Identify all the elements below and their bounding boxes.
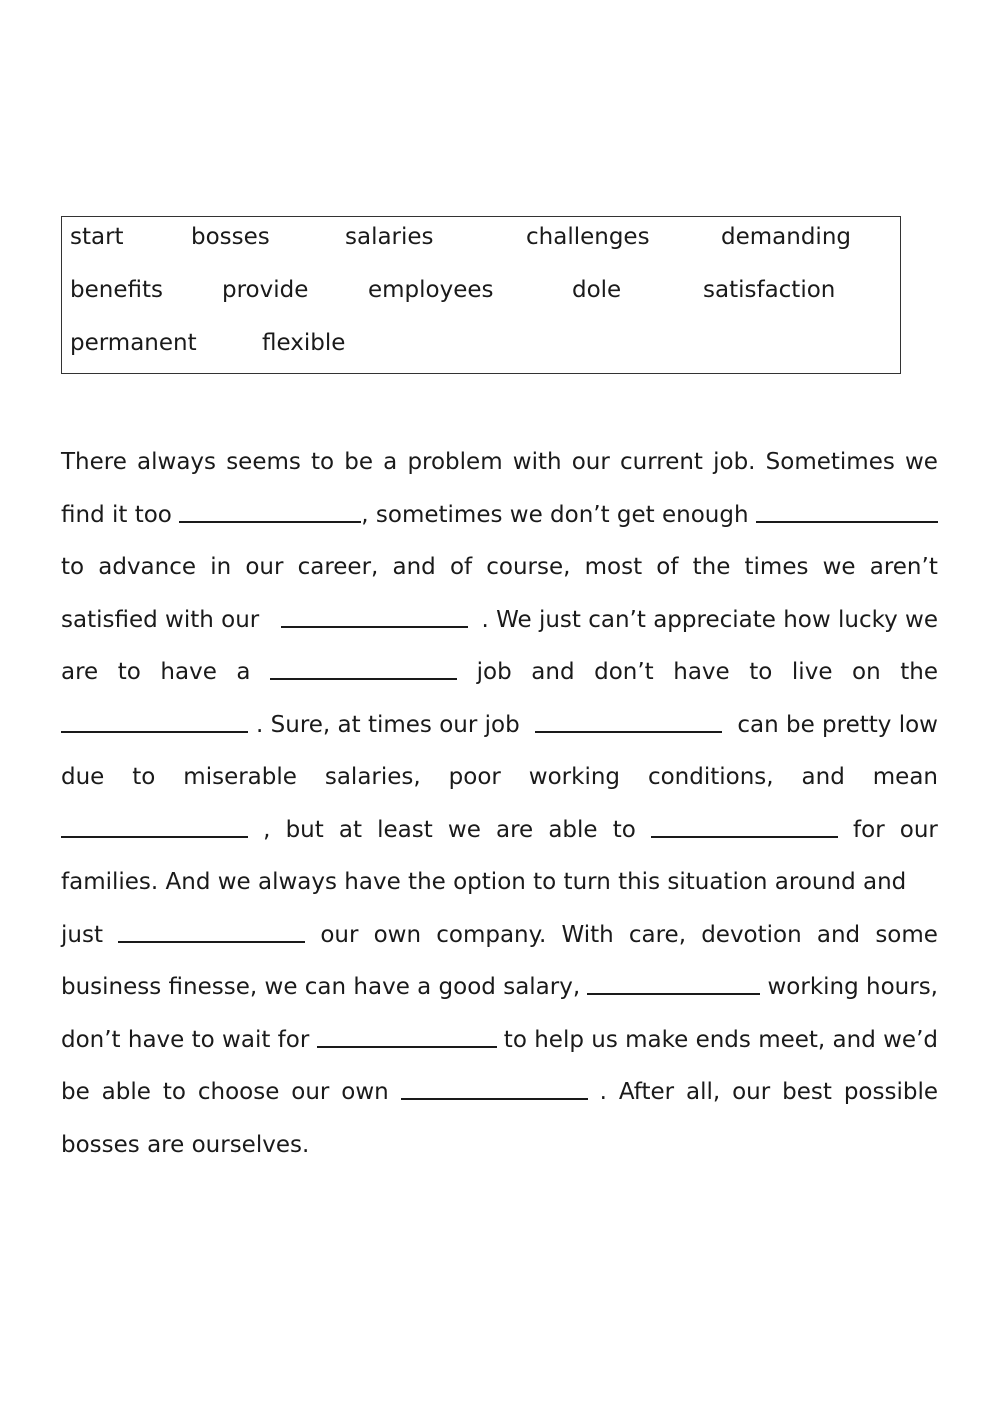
passage-text-segment: always <box>137 449 217 475</box>
answer-blank[interactable] <box>401 1076 588 1100</box>
passage-text-segment: to <box>117 659 141 685</box>
passage-text-segment: salaries, <box>324 764 421 790</box>
word-bank-item: provide <box>222 277 309 303</box>
passage-text-segment: With <box>561 921 614 948</box>
passage-text-segment: company. <box>436 921 547 948</box>
passage-text-segment: problem <box>407 449 503 475</box>
passage-text-segment: job <box>476 659 512 685</box>
passage-text-segment: poor <box>448 764 501 790</box>
passage-text-segment: live <box>791 659 833 685</box>
answer-blank[interactable] <box>118 919 305 943</box>
passage-text-segment: After <box>618 1079 675 1105</box>
answer-blank[interactable] <box>281 604 468 628</box>
passage-text-segment: to <box>132 764 156 790</box>
passage-text-segment: can be pretty low <box>730 711 938 738</box>
passage-text-segment: the <box>692 554 731 580</box>
passage-text-segment: seems <box>226 449 301 475</box>
passage-text-segment: some <box>875 921 938 948</box>
passage-text-segment: be <box>344 449 374 475</box>
passage-text-segment: and <box>801 764 845 790</box>
passage-text-segment: have <box>673 659 730 685</box>
passage-text-segment: working <box>528 764 621 790</box>
passage-line <box>61 656 938 709</box>
passage-text-segment: our <box>571 449 610 475</box>
passage-text-segment: to <box>612 816 636 843</box>
passage-text-segment: career, <box>297 554 379 580</box>
passage-text-segment: don’t have to wait for <box>61 1026 317 1053</box>
word-bank-item: satisfaction <box>703 277 836 303</box>
answer-blank[interactable] <box>535 709 722 733</box>
passage-line <box>61 866 938 919</box>
passage-text-segment: business finesse, we can have a good salary, <box>61 974 588 1000</box>
passage-text-segment: own <box>373 921 422 948</box>
passage-line <box>61 604 938 657</box>
passage-text-segment: . We just can’t appreciate how lucky we <box>481 606 938 633</box>
word-bank-item: employees <box>368 277 494 303</box>
passage-text-segment: to <box>311 449 335 475</box>
passage-text-segment: are <box>61 659 99 685</box>
passage-text-segment: we <box>447 816 481 843</box>
passage-text-segment: to help us make ends meet, and we’d <box>496 1026 938 1053</box>
word-bank-box <box>61 216 901 374</box>
passage-line <box>61 1129 938 1182</box>
passage-text-segment: job. <box>713 449 756 475</box>
passage-text-segment: , sometimes we don’t get enough <box>361 501 756 528</box>
passage-text-segment: with <box>512 449 562 475</box>
passage-text-segment: our <box>291 1079 330 1105</box>
passage-text-segment: care, <box>628 921 687 948</box>
answer-blank[interactable] <box>270 656 457 680</box>
word-bank-item: challenges <box>526 224 650 250</box>
passage-text-segment: devotion <box>701 921 802 948</box>
passage-text-segment: choose <box>197 1079 280 1105</box>
passage-text-segment: our <box>320 921 359 948</box>
passage-text-segment: and <box>392 554 436 580</box>
passage-text-segment: be <box>61 1079 90 1105</box>
passage-text-segment: we <box>822 554 856 580</box>
passage-text-segment: able <box>548 816 598 843</box>
passage-text-segment: just <box>61 921 103 948</box>
word-bank-item: benefits <box>70 277 163 303</box>
passage-text-segment: Sometimes <box>765 449 895 475</box>
passage-text-segment: least <box>377 816 433 843</box>
word-bank-item: dole <box>572 277 622 303</box>
passage-text-segment: times <box>744 554 809 580</box>
word-bank-item: salaries <box>345 224 434 250</box>
passage-text-segment: to <box>162 1079 186 1105</box>
passage-text-segment: our <box>732 1079 771 1105</box>
passage-text-segment: to <box>749 659 773 685</box>
word-bank-item: flexible <box>262 330 346 356</box>
passage-text-segment: a <box>236 659 251 685</box>
passage-text-segment: . Sure, at times our job <box>256 711 528 738</box>
word-bank-item: start <box>70 224 124 250</box>
passage-text-segment: for <box>853 816 885 843</box>
passage-text-segment: have <box>160 659 217 685</box>
passage-text-segment: bosses are ourselves. <box>61 1131 310 1158</box>
passage-line <box>61 919 938 972</box>
passage-text-segment: and <box>531 659 575 685</box>
passage-line <box>61 1076 938 1129</box>
passage-text-segment: to <box>61 554 85 580</box>
passage-text-segment: satisfied with our <box>61 606 267 633</box>
passage-text-segment: miserable <box>183 764 297 790</box>
passage-text-segment: a <box>383 449 398 475</box>
passage-text-segment: , <box>263 816 271 843</box>
passage-line <box>61 761 938 814</box>
passage-text-segment: don’t <box>594 659 654 685</box>
passage-text-segment: working hours, <box>760 974 938 1000</box>
answer-blank[interactable] <box>651 814 838 838</box>
passage-text-segment: we <box>905 449 938 475</box>
passage-text-segment: current <box>619 449 703 475</box>
passage-text-segment: There <box>61 449 127 475</box>
passage-text-segment: find it too <box>61 501 180 528</box>
passage-text-segment: all, <box>686 1079 721 1105</box>
passage-text-segment: of <box>656 554 679 580</box>
word-bank-item: demanding <box>721 224 851 250</box>
passage-text-segment: are <box>496 816 534 843</box>
answer-blank[interactable] <box>179 499 361 523</box>
passage-text-segment: . <box>599 1079 607 1105</box>
passage-text-segment: in <box>210 554 232 580</box>
passage-line <box>61 709 938 762</box>
answer-blank[interactable] <box>317 1024 497 1048</box>
word-bank-item: bosses <box>191 224 270 250</box>
passage-line <box>61 499 938 552</box>
passage-text-segment: our <box>899 816 938 843</box>
passage-text-segment: our <box>245 554 284 580</box>
answer-blank[interactable] <box>756 499 938 523</box>
passage-line <box>61 971 938 1024</box>
passage-text-segment: advance <box>98 554 197 580</box>
passage-text-segment: course, <box>486 554 571 580</box>
passage-text-segment: best <box>782 1079 832 1105</box>
passage-line <box>61 551 938 604</box>
passage-text-segment: at <box>338 816 363 843</box>
answer-blank[interactable] <box>61 709 248 733</box>
passage-text-segment: own <box>341 1079 389 1105</box>
answer-blank[interactable] <box>61 814 248 838</box>
passage-text-segment: on <box>852 659 881 685</box>
passage-text-segment: able <box>101 1079 151 1105</box>
passage-text-segment: but <box>285 816 324 843</box>
answer-blank[interactable] <box>587 971 760 995</box>
passage-line <box>61 814 938 867</box>
passage-text-segment: the <box>900 659 938 685</box>
passage-text-segment: conditions, <box>647 764 774 790</box>
passage-text-segment: of <box>449 554 473 580</box>
passage-text-segment: families. And we always have the option to turn this situation around and <box>61 869 907 895</box>
passage-line <box>61 446 938 499</box>
passage-text-segment: and <box>816 921 861 948</box>
passage-text-segment: aren’t <box>869 554 938 580</box>
passage-text-segment: possible <box>843 1079 938 1105</box>
word-bank-item: permanent <box>70 330 197 356</box>
passage-text-segment: most <box>584 554 643 580</box>
passage-text-segment: due <box>61 764 105 790</box>
passage-line <box>61 1024 938 1077</box>
passage-text-segment: mean <box>872 764 938 790</box>
passage-text <box>61 446 938 1181</box>
